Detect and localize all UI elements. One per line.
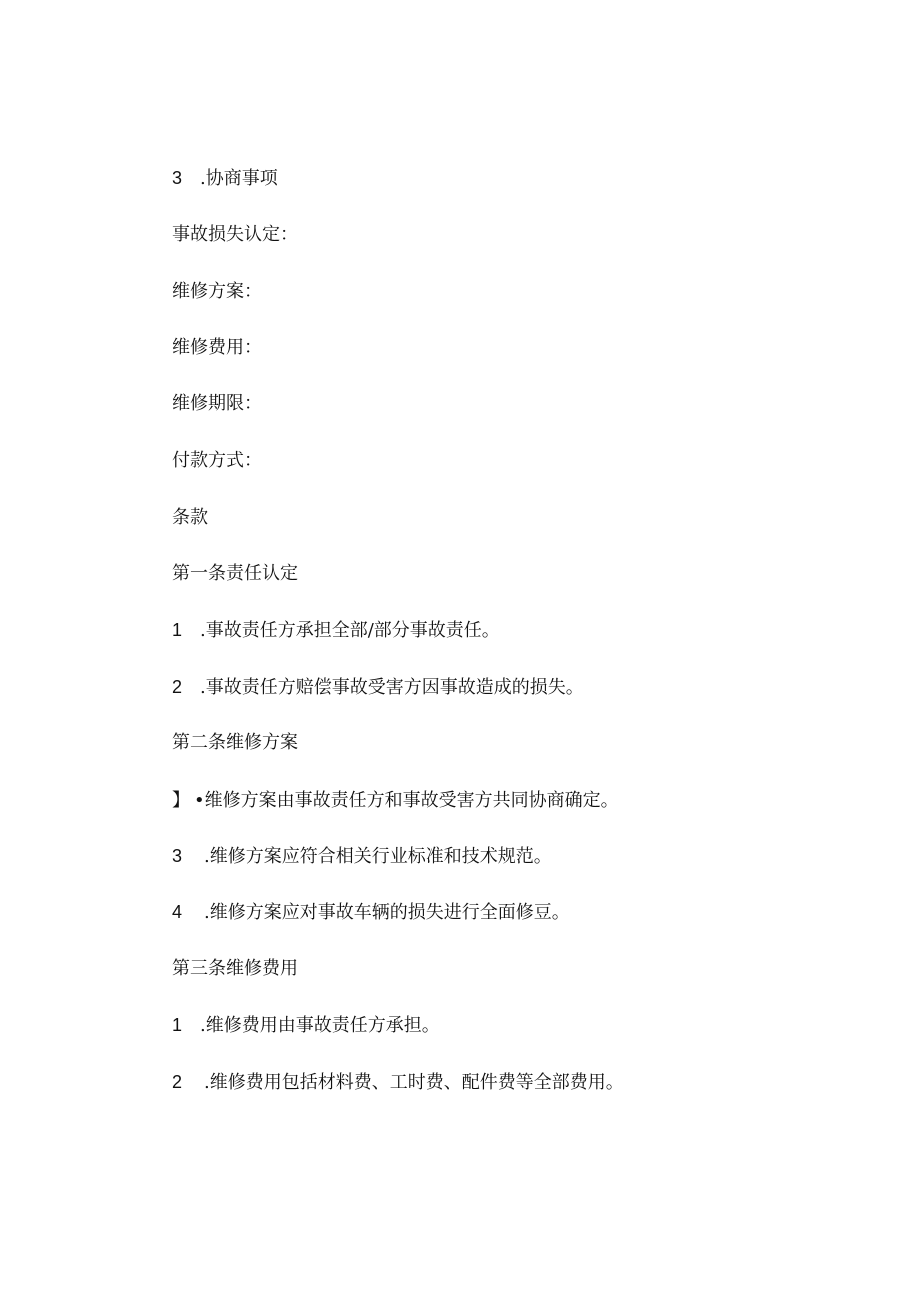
article-1-item (172, 618, 500, 643)
item-text: .维修方案应符合相关行业标准和技术规范。 (204, 846, 552, 867)
article-3-title: 第三条维修费用 (172, 958, 298, 979)
article-3-item (172, 1070, 624, 1095)
article-2-item (172, 788, 619, 813)
article-3-item (172, 1013, 440, 1038)
field-loss-assessment: 事故损失认定： (172, 224, 298, 245)
item-text: •维修方案由事故责任方和事故受害方共同协商确定。 (194, 790, 619, 811)
field-repair-cost: 维修费用： (172, 337, 262, 358)
item-number: 2 (172, 677, 183, 697)
article-1-item (172, 675, 584, 700)
section-number: 3 (172, 168, 183, 188)
item-text: .维修费用由事故责任方承担。 (200, 1015, 440, 1036)
item-number: 1 (172, 1015, 183, 1035)
section-heading (172, 166, 278, 191)
article-2-title: 第二条维修方案 (172, 732, 298, 753)
item-text: .事故责任方承担全部/部分事故责任。 (200, 620, 500, 641)
field-repair-plan: 维修方案： (172, 281, 262, 302)
item-number: 2 (172, 1072, 183, 1092)
field-payment-method: 付款方式： (172, 450, 262, 471)
item-number: 4 (172, 902, 183, 922)
item-number: 】 (172, 790, 190, 810)
item-text: .事故责任方赔偿事故受害方因事故造成的损失。 (200, 677, 584, 698)
article-2-item (172, 844, 552, 869)
item-number: 3 (172, 846, 183, 866)
clauses-heading: 条款 (172, 507, 208, 528)
item-number: 1 (172, 620, 183, 640)
field-repair-period: 维修期限： (172, 393, 262, 414)
article-1-title: 第一条责任认定 (172, 563, 298, 584)
item-text: .维修方案应对事故车辆的损失进行全面修豆。 (204, 902, 570, 923)
item-text: .维修费用包括材料费、工时费、配件费等全部费用。 (204, 1072, 624, 1093)
article-2-item (172, 900, 570, 925)
section-title: .协商事项 (200, 168, 278, 189)
